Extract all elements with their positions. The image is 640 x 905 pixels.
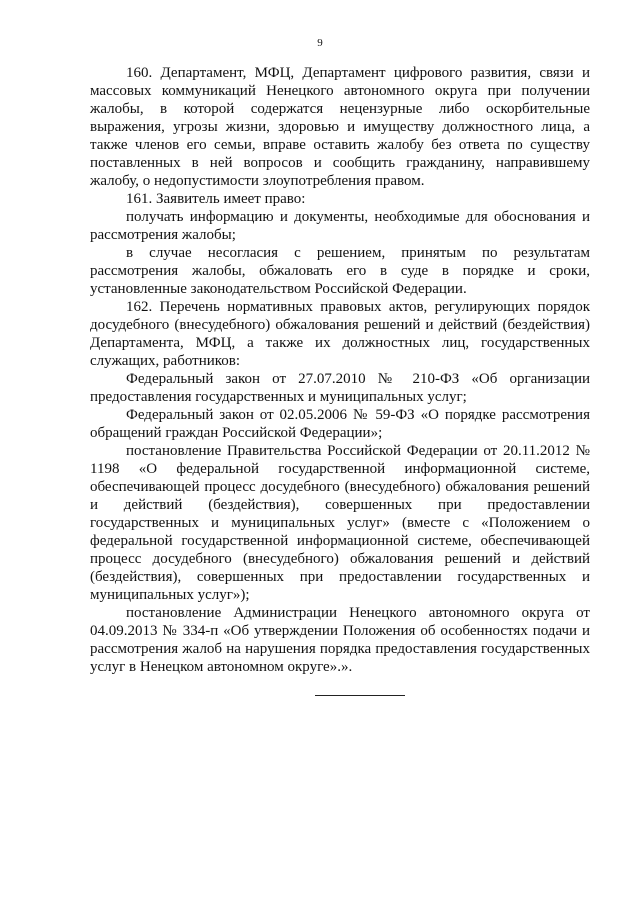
end-rule <box>315 695 405 696</box>
paragraph-right-info: получать информацию и документы, необходимые для обоснования и рассмотрения жалобы; <box>90 209 590 243</box>
paragraph-160: 160. Департамент, МФЦ, Департамент цифрового развития, связи и массовых коммуникаций Ненецкого автономного округа при получении жалобы, в которой содержатся нецензурные либо оскорбительные выражения, угрозы жизни, здоровью и имуществу должностного лица, а также членов его семьи, вправе оставить жалобу без ответа по существу поставленных в ней вопросов и сообщить гражданину, направившему жалобу, о недопустимости злоупотребления правом. <box>90 65 590 189</box>
paragraph-resolution-1198: постановление Правительства Российской Федерации от 20.11.2012 № 1198 «О федеральной государственной информационной системе, обеспечивающей процесс досудебного (внесудебного) обжалования решений и действий (бездействия), совершенных при предоставлении государственных и муниципальных услуг» (вместе с «Положением о федеральной государственной информационной системе, обеспечивающей процесс досудебного (внесудебного) обжалования решений и действий (бездействия), совершенных при предоставлении государственных и муниципальных услуг»); <box>90 443 590 603</box>
paragraph-162: 162. Перечень нормативных правовых актов, регулирующих порядок досудебного (внесудебного) обжалования решений и действий (бездействия) Департамента, МФЦ, а также их должностных лиц, государственных служащих, работников: <box>90 299 590 369</box>
paragraph-right-appeal: в случае несогласия с решением, принятым по результатам рассмотрения жалобы, обжаловать его в суде в порядке и сроки, установленные законодательством Российской Федерации. <box>90 245 590 297</box>
page-number: 9 <box>317 37 323 49</box>
paragraph-law-210: Федеральный закон от 27.07.2010 № 210-ФЗ «Об организации предоставления государственных и муниципальных услуг; <box>90 371 590 405</box>
paragraph-161: 161. Заявитель имеет право: <box>126 191 306 207</box>
paragraph-resolution-334: постановление Администрации Ненецкого автономного округа от 04.09.2013 № 334-п «Об утверждении Положения об особенностях подачи и рассмотрения жалоб на нарушения порядка предоставления государственных услуг в Ненецком автономном округе».». <box>90 605 590 675</box>
paragraph-law-59: Федеральный закон от 02.05.2006 № 59-ФЗ «О порядке рассмотрения обращений граждан Российской Федерации»; <box>90 407 590 441</box>
document-body <box>90 64 590 676</box>
